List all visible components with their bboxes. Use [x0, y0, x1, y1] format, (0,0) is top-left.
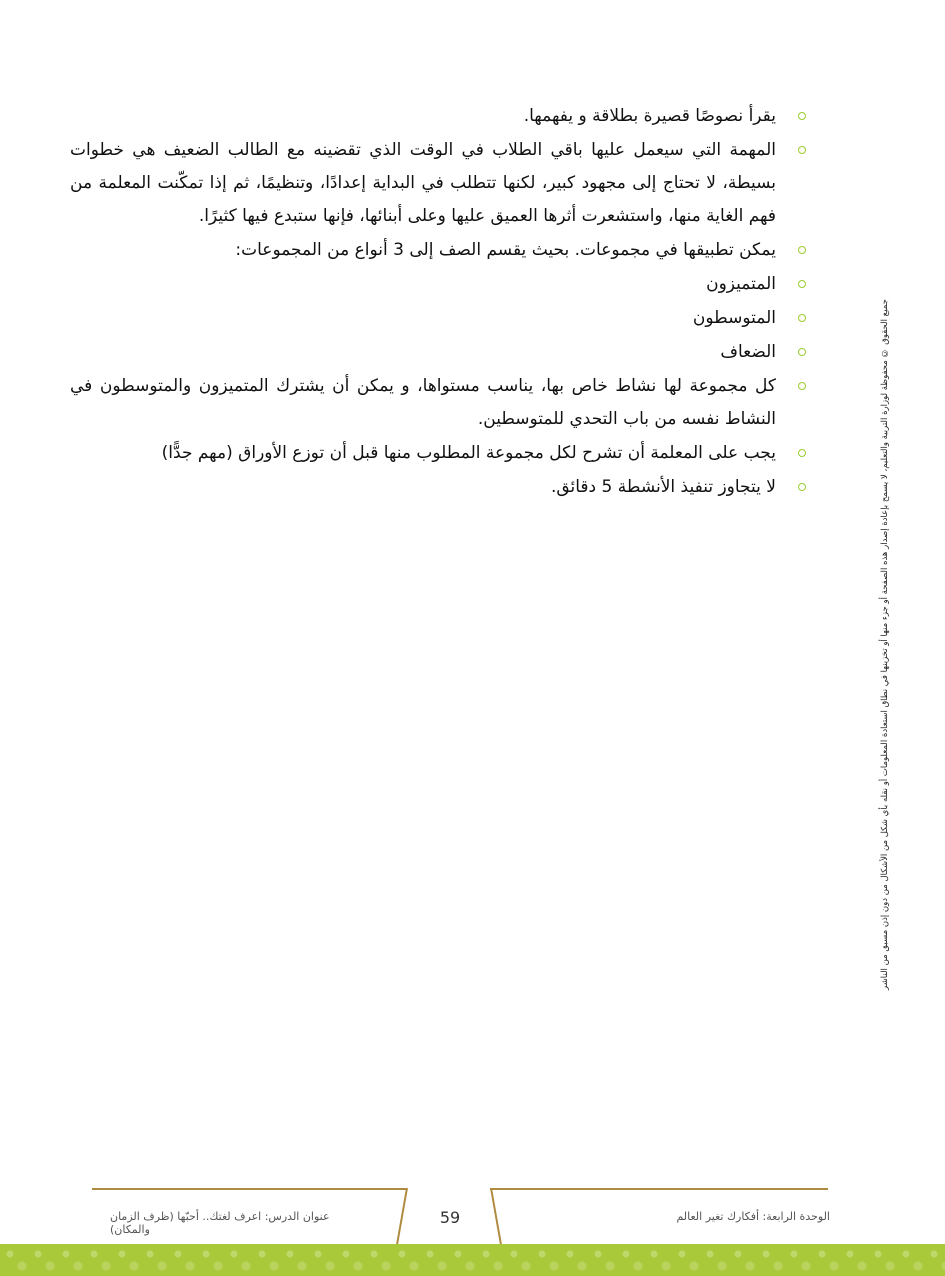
- list-item: [70, 336, 810, 369]
- list-item: [70, 370, 810, 436]
- bullet-circle-icon: [798, 348, 806, 356]
- list-item-text: يمكن تطبيقها في مجموعات. بحيث يقسم الصف إلى 3 أنواع من المجموعات:: [235, 240, 776, 260]
- list-item-text: يقرأ نصوصًا قصيرة بطلاقة و يفهمها.: [523, 106, 776, 126]
- footer-divider-right: [490, 1188, 828, 1190]
- list-item: [70, 437, 810, 470]
- list-item-text: المتوسطون: [692, 308, 776, 328]
- bullet-circle-icon: [798, 112, 806, 120]
- bullet-circle-icon: [798, 146, 806, 154]
- list-item-text: لا يتجاوز تنفيذ الأنشطة 5 دقائق.: [550, 477, 776, 497]
- bullet-circle-icon: [798, 382, 806, 390]
- list-item: [70, 100, 810, 133]
- decorative-footer-band: [0, 1244, 945, 1276]
- list-item-text: المهمة التي سيعمل عليها باقي الطلاب في الوقت الذي تقضينه مع الطالب الضعيف هي خطوات بسيطة، لا تحتاج إلى مجهود كبير، لكنها تتطلب في البداية إعدادًا، وتنظيمًا، ثم إذا تمكّنت المعلمة من فهم الغاية منها، واستشعرت أثرها العميق عليها وعلى أبنائها، فإنها ستبدع فيها كثيرًا.: [70, 140, 776, 226]
- bullet-circle-icon: [798, 483, 806, 491]
- bullet-circle-icon: [798, 280, 806, 288]
- list-item-text: المتميزون: [706, 274, 776, 294]
- list-item: [70, 471, 810, 504]
- footer-divider-left: [92, 1188, 407, 1190]
- footer-divider-slant-left: [396, 1188, 407, 1244]
- list-item: [70, 302, 810, 335]
- list-item: [70, 268, 810, 301]
- page-number: 59: [439, 1208, 461, 1227]
- footer-divider-slant-right: [490, 1188, 501, 1244]
- list-item-text: الضعاف: [720, 342, 776, 362]
- list-item-text: كل مجموعة لها نشاط خاص بها، يناسب مستواها، و يمكن أن يشترك المتميزون والمتوسطون في النشاط نفسه من باب التحدي للمتوسطين.: [70, 376, 776, 429]
- list-item-text: يجب على المعلمة أن تشرح لكل مجموعة المطلوب منها قبل أن توزع الأوراق (مهم جدًّا): [161, 443, 776, 463]
- list-item: [70, 234, 810, 267]
- footer-lesson-title: عنوان الدرس: اعرف لغتك.. أحبّها (ظرف الزمان والمكان): [110, 1210, 330, 1236]
- bullet-circle-icon: [798, 314, 806, 322]
- bullet-circle-icon: [798, 449, 806, 457]
- footer-unit-title: الوحدة الرابعة: أفكارك تغير العالم: [676, 1210, 830, 1223]
- bullet-circle-icon: [798, 246, 806, 254]
- list-item: [70, 134, 810, 233]
- bullet-list: [70, 100, 810, 505]
- copyright-side-note: جميع الحقوق © محفوظة لوزارة التربية والتعليم، لا يسمح بإعادة إصدار هذه الصفحة أو جزء منها أو تخزينها في نطاق استعادة المعلومات أو نقله بأي شكل من الأشكال من دون إذن مسبق من الناشر: [880, 299, 890, 991]
